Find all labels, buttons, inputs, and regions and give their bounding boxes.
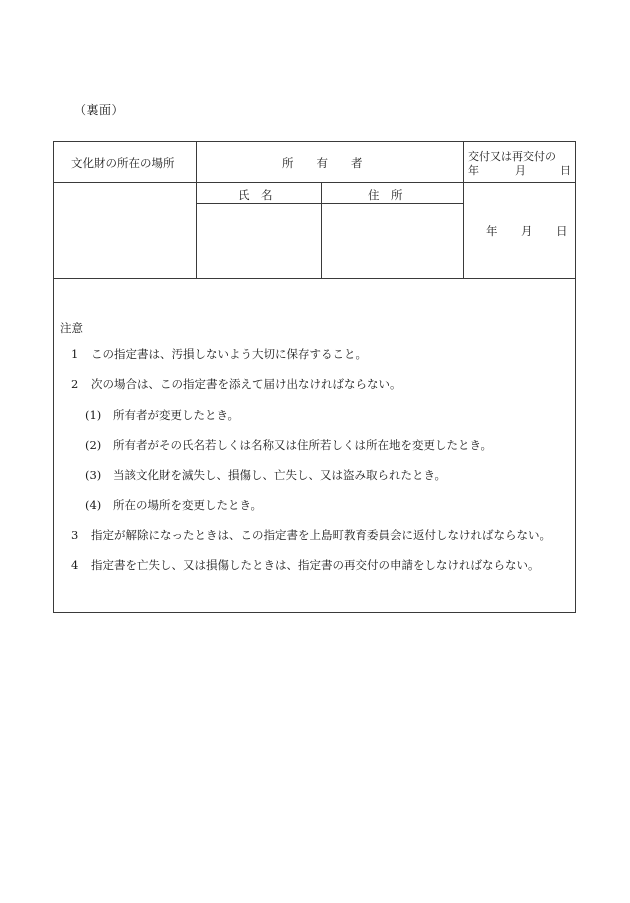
note-number: 3 [71,528,79,542]
note-text: 所在の場所を変更したとき。 [113,498,263,512]
location-header: 文化財の所在の場所 [71,156,175,170]
issue-date-header: 交付又は再交付の [468,150,556,163]
address-subheader: 住 所 [368,188,403,202]
note-item [71,527,551,543]
note-item [71,557,540,573]
notes-title: 注意 [60,321,83,335]
note-number: (3) [85,468,102,482]
subheader-divider-line [196,203,463,204]
col-divider-1 [196,142,197,278]
note-text: 指定が解除になったときは、この指定書を上島町教育委員会に返付しなければならない。 [91,528,551,542]
note-number: 1 [71,347,79,361]
issue-date-year-unit: 年 [468,164,479,177]
note-text: この指定書は、汚損しないよう大切に保存すること。 [91,347,367,361]
note-item [71,376,402,392]
name-subheader: 氏 名 [238,188,273,202]
page-side-label: （裏面） [74,103,125,117]
note-subitem [85,497,262,513]
col-divider-3 [463,142,464,278]
header-divider-line [54,182,575,183]
date-day-label: 日 [556,224,568,238]
note-text: 指定書を亡失し、又は損傷したときは、指定書の再交付の申請をしなければならない。 [91,558,540,572]
note-subitem [85,467,446,483]
issue-date-month-unit: 月 [515,164,526,177]
note-number: 2 [71,377,79,391]
issue-date-day-unit: 日 [560,164,571,177]
note-subitem [85,437,492,453]
owner-header: 所 有 者 [282,156,363,170]
date-month-label: 月 [521,224,533,238]
note-text: 所有者が変更したとき。 [113,408,240,422]
table-bottom-line [54,278,575,279]
note-number: (4) [85,498,102,512]
note-subitem [85,407,239,423]
date-year-label: 年 [486,224,498,238]
note-text: 当該文化財を滅失し、損傷し、亡失し、又は盗み取られたとき。 [113,468,447,482]
note-text: 次の場合は、この指定書を添えて届け出なければならない。 [91,377,402,391]
note-number: (2) [85,438,102,452]
note-text: 所有者がその氏名若しくは名称又は住所若しくは所在地を変更したとき。 [113,438,493,452]
col-divider-2 [321,182,322,278]
note-number: 4 [71,558,79,572]
note-item [71,346,367,362]
note-number: (1) [85,408,102,422]
